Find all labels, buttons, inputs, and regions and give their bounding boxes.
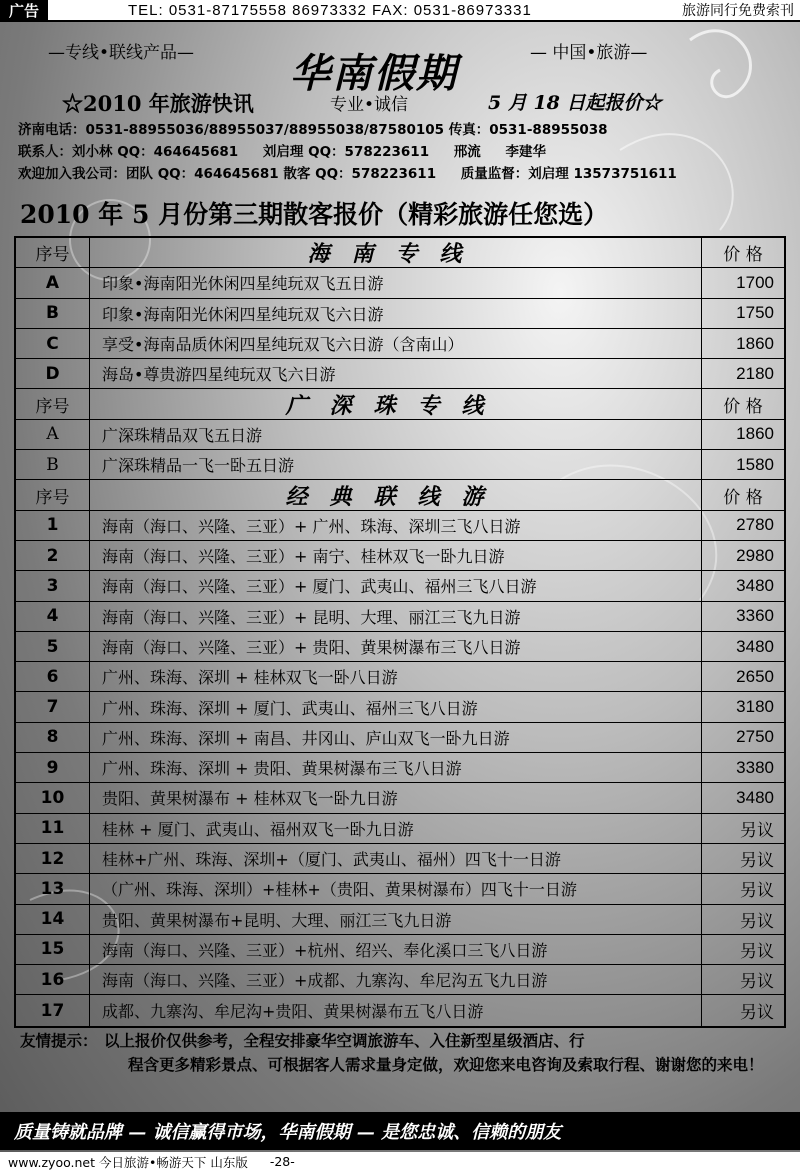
table-row [16,632,784,662]
table-row [16,268,784,298]
quality-supervision: 质量监督：刘启理 13573751611 [460,166,677,182]
row-number: 9 [16,753,90,782]
route-name: 海南（海口、兴隆、三亚）+ 昆明、大理、丽江三飞九日游 [90,602,702,631]
row-number: 5 [16,632,90,661]
row-number: 8 [16,723,90,752]
row-number: 序号 [16,389,90,418]
section-title: 经典联线游 [90,480,702,509]
table-row [16,753,784,783]
slogan-bar: 质量铸就品牌 — 诚信赢得市场，华南假期 — 是您忠诚、信赖的朋友 [0,1112,800,1150]
table-row [16,723,784,753]
contacts-line [18,140,566,160]
price: 另议 [740,972,774,992]
news-heading: ☆2010 年旅游快讯 [62,91,254,116]
tips-line-1: 以上报价仅供参考，全程安排豪华空调旅游车、入住新型星级酒店、行 [104,1031,585,1050]
contact-2: 刘启理 QQ：578223611 [262,144,430,160]
price: 1860 [736,333,774,353]
contact-3: 邢流 [453,144,481,160]
price-table [14,236,786,1028]
table-row [16,995,784,1025]
price: 另议 [740,941,774,961]
route-name: 桂林+广州、珠海、深圳+（厦门、武夷山、福州）四飞十一日游 [90,844,702,873]
price: 3480 [736,787,774,807]
price: 另议 [740,820,774,840]
table-row [16,420,784,450]
phone-line: 济南电话：0531-88955036/88955037/88955038/87580105 传真：0531-88955038 [18,122,608,138]
row-number: 7 [16,692,90,721]
brand-title: 华南假期 [290,50,458,97]
row-number: 6 [16,662,90,691]
table-row [16,935,784,965]
price: 2750 [736,727,774,747]
price: 3180 [736,697,774,717]
price: 1700 [736,272,774,292]
footer [0,1152,800,1171]
price: 1580 [736,454,774,474]
price: 3480 [736,636,774,656]
slogan: 专业•诚信 [330,95,409,115]
page-number: -28- [269,1154,295,1169]
table-row [16,874,784,904]
route-name: 成都、九寨沟、牟尼沟+贵阳、黄果树瀑布五飞八日游 [90,995,702,1025]
table-row [16,814,784,844]
table-row [16,662,784,692]
row-number: 序号 [16,238,90,267]
price: 1750 [736,303,774,323]
price: 另议 [740,881,774,901]
table-row [16,783,784,813]
row-number: B [16,299,90,328]
ad-header [0,24,800,194]
route-name: 海南（海口、兴隆、三亚）+ 贵阳、黄果树瀑布三飞八日游 [90,632,702,661]
friendly-tips [14,1025,786,1107]
route-name: 广州、珠海、深圳 + 桂林双飞一卧八日游 [90,662,702,691]
route-name: 广州、珠海、深圳 + 贵阳、黄果树瀑布三飞八日游 [90,753,702,782]
join-line [18,162,697,182]
table-row [16,450,784,480]
table-row [16,329,784,359]
table-row [16,905,784,935]
row-number: 11 [16,814,90,843]
row-number: 序号 [16,480,90,509]
price: 另议 [740,1003,774,1023]
price: 3380 [736,757,774,777]
route-name: 广深珠精品一飞一卧五日游 [90,450,702,479]
right-tag: — 中国•旅游— [530,43,648,63]
table-row [16,844,784,874]
row-number: 3 [16,571,90,600]
price: 另议 [740,911,774,931]
table-row [16,299,784,329]
price: 2980 [736,545,774,565]
price: 价 格 [723,487,763,508]
section-header-row [16,238,784,268]
price: 3480 [736,575,774,595]
row-number: 10 [16,783,90,812]
row-number: 14 [16,905,90,934]
route-name: 印象•海南阳光休闲四星纯玩双飞六日游 [90,299,702,328]
route-name: 贵阳、黄果树瀑布+昆明、大理、丽江三飞九日游 [90,905,702,934]
route-name: 桂林 + 厦门、武夷山、福州双飞一卧九日游 [90,814,702,843]
route-name: 海南（海口、兴隆、三亚）+ 广州、珠海、深圳三飞八日游 [90,511,702,540]
route-name: 海南（海口、兴隆、三亚）+杭州、绍兴、奉化溪口三飞八日游 [90,935,702,964]
price: 2780 [736,515,774,535]
route-name: 印象•海南阳光休闲四星纯玩双飞五日游 [90,268,702,297]
date-note: 5 月 18 日起报价☆ [488,92,662,114]
route-name: 海南（海口、兴隆、三亚）+成都、九寨沟、牟尼沟五飞九日游 [90,965,702,994]
row-number: 1 [16,511,90,540]
table-row [16,359,784,389]
price: 另议 [740,851,774,871]
row-number: 16 [16,965,90,994]
route-name: 广深珠精品双飞五日游 [90,420,702,449]
join-qq: 欢迎加入我公司：团队 QQ：464645681 散客 QQ：578223611 [18,166,437,182]
section-header-row [16,389,784,419]
row-number: A [16,420,90,449]
left-tag: —专线•联线产品— [48,43,195,63]
free-index-label: 旅游同行免费索刊 [682,3,794,19]
table-row [16,511,784,541]
route-name: 海南（海口、兴隆、三亚）+ 南宁、桂林双飞一卧九日游 [90,541,702,570]
row-number: 2 [16,541,90,570]
table-row [16,965,784,995]
ad-label: 广告 [0,0,48,21]
tips-line-2: 程含更多精彩景点、可根据客人需求量身定做，欢迎您来电咨询及索取行程、谢谢您的来电！ [128,1055,764,1074]
top-bar [0,0,800,22]
route-name: 海南（海口、兴隆、三亚）+ 厦门、武夷山、福州三飞八日游 [90,571,702,600]
main-title: 2010 年 5 月份第三期散客报价（精彩旅游任您选） [20,200,609,229]
section-title: 广深珠专线 [90,389,702,418]
row-number: 17 [16,995,90,1025]
table-row [16,541,784,571]
price: 2180 [736,363,774,383]
route-name: （广州、珠海、深圳）+桂林+（贵阳、黄果树瀑布）四飞十一日游 [90,874,702,903]
route-name: 广州、珠海、深圳 + 南昌、井冈山、庐山双飞一卧九日游 [90,723,702,752]
table-row [16,571,784,601]
contact-1: 联系人：刘小林 QQ：464645681 [18,144,239,160]
row-number: 13 [16,874,90,903]
row-number: B [16,450,90,479]
contact-4: 李建华 [505,144,547,160]
row-number: 12 [16,844,90,873]
price: 价 格 [723,396,763,417]
table-row [16,602,784,632]
footer-site: www.zyoo.net 今日旅游•畅游天下 山东版 [8,1154,248,1170]
price: 2650 [736,666,774,686]
section-title: 海南专线 [90,238,702,267]
row-number: D [16,359,90,388]
price: 1860 [736,424,774,444]
price: 价 格 [723,245,763,266]
tips-label: 友情提示： [20,1031,98,1050]
price: 3360 [736,606,774,626]
row-number: 4 [16,602,90,631]
route-name: 享受•海南品质休闲四星纯玩双飞六日游（含南山） [90,329,702,358]
route-name: 海岛•尊贵游四星纯玩双飞六日游 [90,359,702,388]
route-name: 广州、珠海、深圳 + 厦门、武夷山、福州三飞八日游 [90,692,702,721]
row-number: 15 [16,935,90,964]
row-number: A [16,268,90,297]
table-row [16,692,784,722]
route-name: 贵阳、黄果树瀑布 + 桂林双飞一卧九日游 [90,783,702,812]
agency-contact: TEL: 0531-87175558 86973332 FAX: 0531-86973331 [128,1,532,19]
row-number: C [16,329,90,358]
section-header-row [16,480,784,510]
